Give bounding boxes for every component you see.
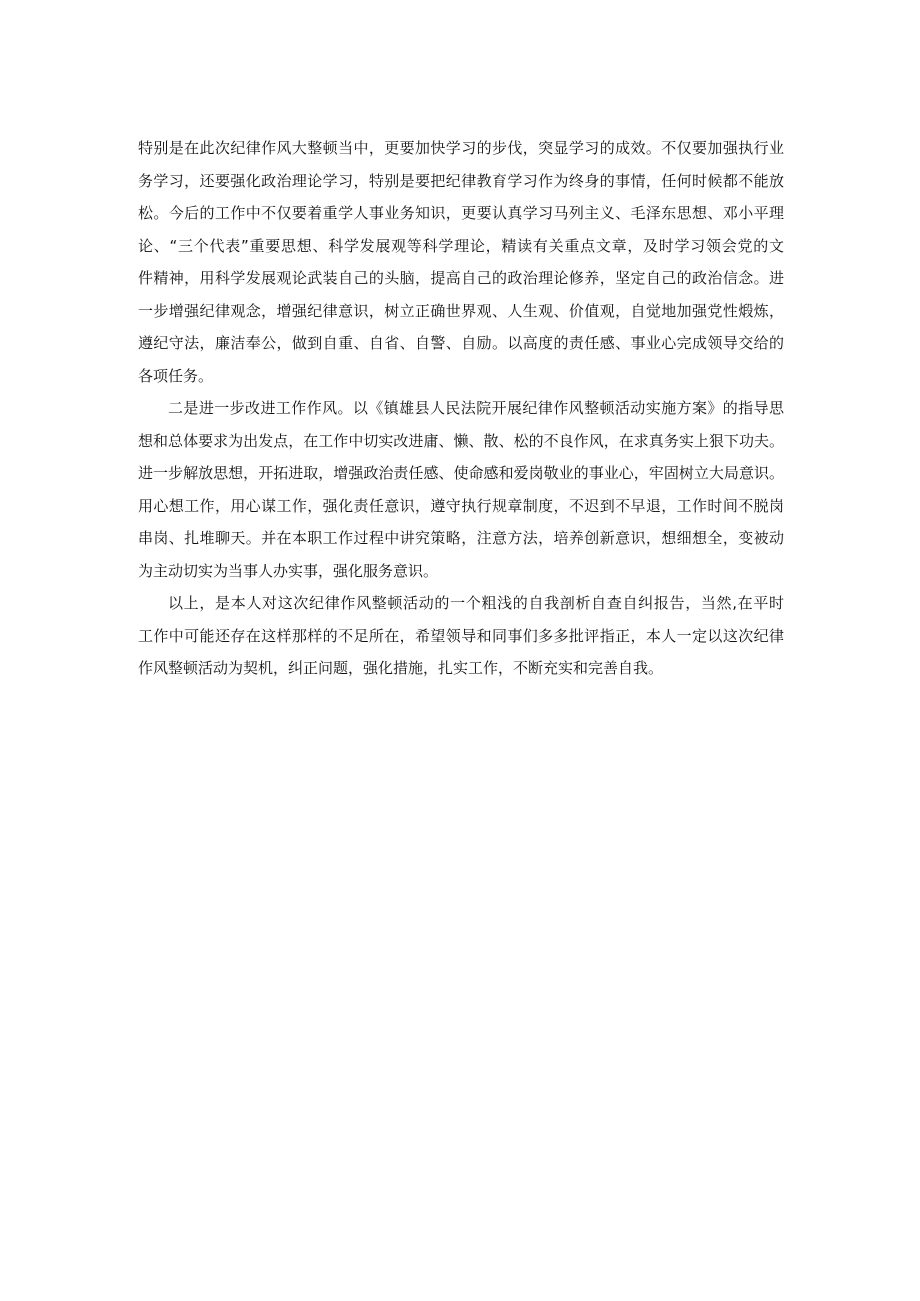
text-line: 各项任务。: [138, 366, 214, 385]
text-line: 工作中可能还存在这样那样的不足所在，希望领导和同事们多多批评指正，本人一定以这次纪律: [138, 626, 784, 645]
text-line: 务学习，还要强化政治理论学习，特别是要把纪律教育学习作为终身的事情，任何时候都不能放: [138, 171, 784, 190]
paragraph-conclusion: [138, 587, 784, 685]
text-line: 件精神，用科学发展观论武装自己的头脑，提高自己的政治理论修养，坚定自己的政治信念。进: [138, 269, 784, 287]
text-line: 松。今后的工作中不仅要着重学人事业务知识，更要认真学习马列主义、毛泽东思想、邓小平理: [138, 204, 784, 222]
text-line: 进一步解放思想，开拓进取，增强政治责任感、使命感和爱岗敬业的事业心，牢固树立大局意识。: [138, 464, 784, 482]
text-line: 用心想工作，用心谋工作，强化责任意识，遵守执行规章制度，不迟到不早退，工作时间不脱岗: [138, 496, 784, 515]
text-line: 二是进一步改进工作作风。以《镇雄县人民法院开展纪律作风整顿活动实施方案》的指导思: [168, 399, 784, 417]
text-line: 一步增强纪律观念，增强纪律意识，树立正确世界观、人生观、价值观，自觉地加强党性煅炼，: [138, 301, 784, 320]
paragraph-work-style: [138, 392, 784, 587]
text-line: 想和总体要求为出发点，在工作中切实改进庸、懒、散、松的不良作风，在求真务实上狠下功夫。: [138, 431, 784, 450]
text-line: 为主动切实为当事人办实事，强化服务意识。: [138, 561, 439, 580]
text-line: 论、“三个代表”重要思想、科学发展观等科学理论，精读有关重点文章，及时学习领会党的文: [138, 236, 784, 255]
text-line: 以上，是本人对这次纪律作风整顿活动的一个粗浅的自我剖析自查自纠报告，当然,在平时: [168, 594, 784, 612]
document-body: [138, 132, 784, 685]
text-line: 作风整顿活动为契机，纠正问题，强化措施，扎实工作，不断充实和完善自我。: [138, 659, 664, 677]
text-line: 特别是在此次纪律作风大整顿当中，更要加快学习的步伐，突显学习的成效。不仅要加强执行业: [138, 139, 784, 157]
text-line: 串岗、扎堆聊天。并在本职工作过程中讲究策略，注意方法，培养创新意识，想细想全，变被动: [138, 529, 784, 547]
paragraph-study: [138, 132, 784, 392]
text-line: 遵纪守法，廉洁奉公，做到自重、自省、自警、自励。以高度的责任感、事业心完成领导交给的: [138, 334, 784, 352]
